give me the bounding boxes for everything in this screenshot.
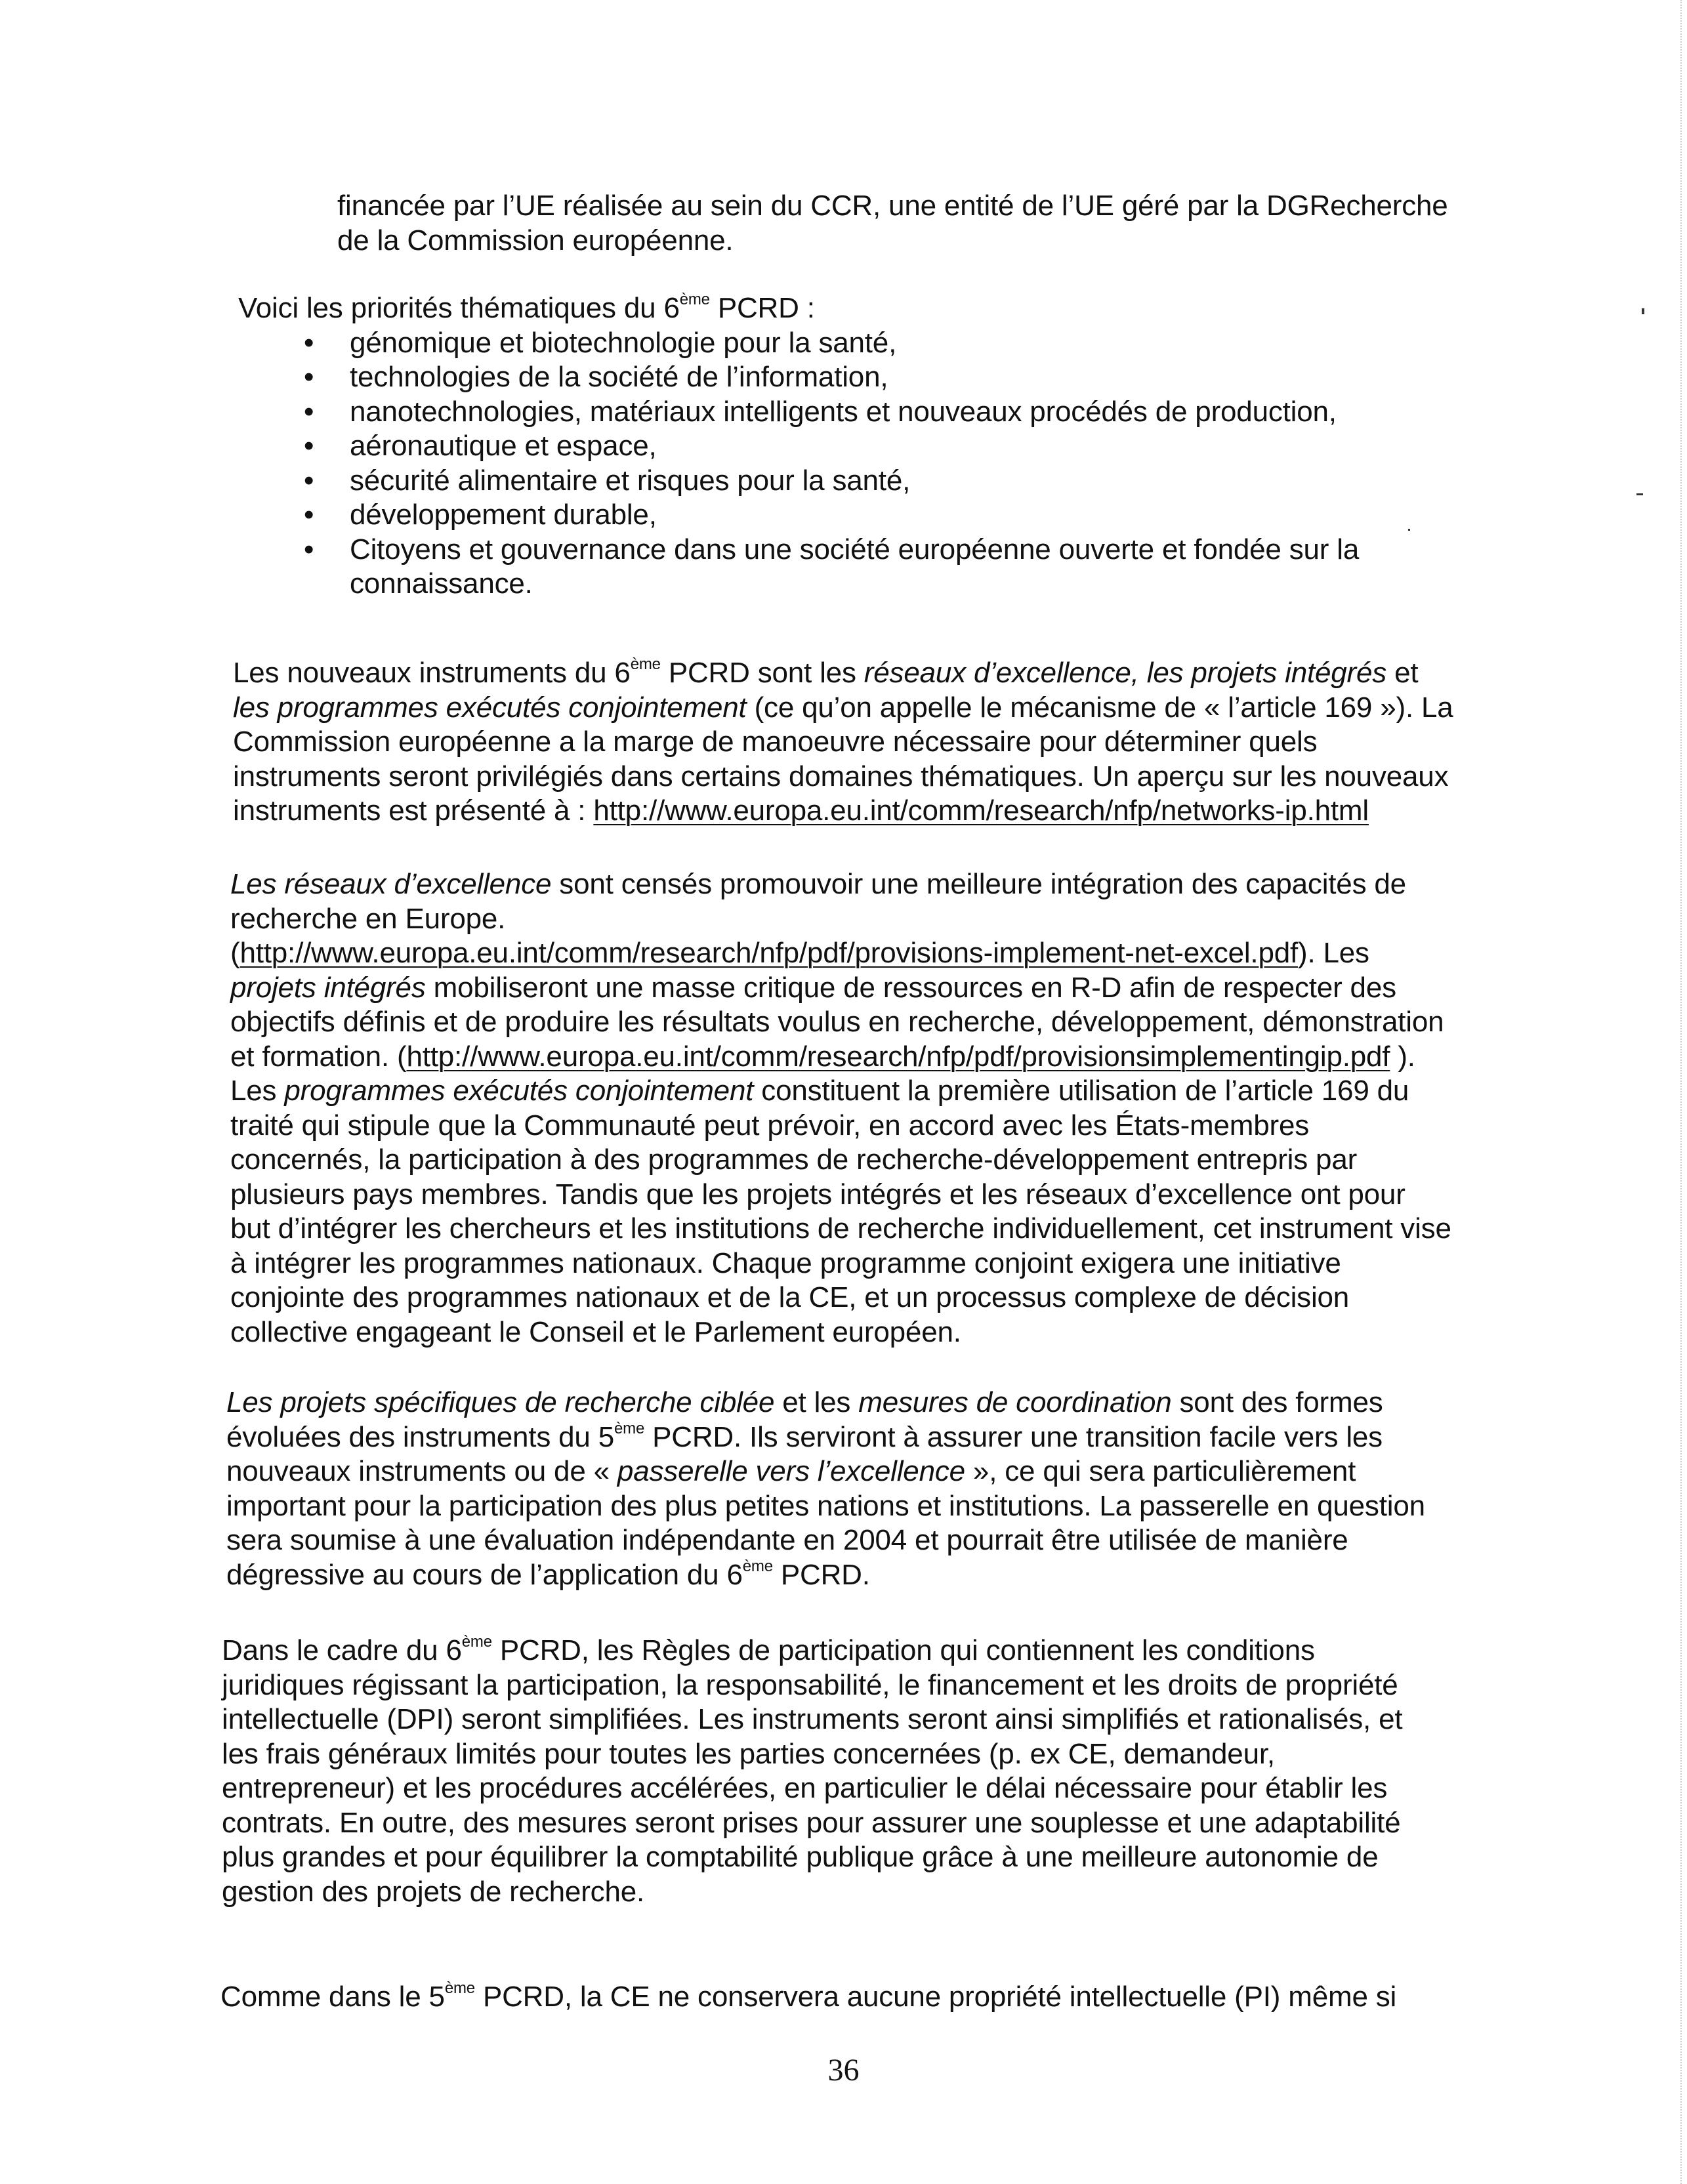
list-item: • génomique et biotechnologie pour la santé,: [238, 326, 1557, 361]
paragraph-intellectual-property: Comme dans le 5ème PCRD, la CE ne conservera aucune propriété intellectuelle (PI) même si: [220, 1979, 1397, 2013]
list-item: • Citoyens et gouvernance dans une société européenne ouverte et fondée sur la connaissance.: [304, 533, 1360, 600]
bullet-icon: •: [304, 430, 314, 462]
networks-ip-link[interactable]: http://www.europa.eu.int/comm/research/nfp/networks-ip.html: [593, 794, 1369, 827]
list-item: • aéronautique et espace,: [238, 429, 1557, 464]
bullet-icon: •: [304, 361, 314, 393]
list-item: • sécurité alimentaire et risques pour la santé,: [238, 464, 1557, 499]
priorities-intro: Voici les priorités thématiques du 6ème PCRD :: [238, 291, 815, 324]
list-item: • nanotechnologies, matériaux intelligents et nouveaux procédés de production,: [238, 395, 1557, 430]
page-number: 36: [827, 2053, 860, 2088]
bullet-icon: •: [304, 499, 314, 531]
bullet-icon: •: [304, 395, 314, 428]
scan-edge-marks: [1680, 0, 1687, 2184]
scan-speck: [1642, 308, 1644, 314]
priorities-list: [238, 326, 1557, 602]
paragraph-specific-projects: Les projets spécifiques de recherche ciblée et les mesures de coordination sont des formes évoluées des instruments du 5ème PCRD. Ils serviront à assurer une transition facile vers les nouveaux instruments ou de « passerelle vers l’excellence », ce qui sera particulièrement important pour la participation des plus petites nations et institutions. La passerelle en question sera soumise à une évaluation indépendante en 2004 et pourrait être utilisée de manière dégressive au cours de l’application du 6ème PCRD.: [226, 1386, 1425, 1591]
paragraph-new-instruments: Les nouveaux instruments du 6ème PCRD sont les réseaux d’excellence, les projets intégrés et les programmes exécutés conjointement (ce qu’on appelle le mécanisme de « l’article 169 »). La Commission européenne a la marge de manoeuvre nécessaire pour déterminer quels instruments seront privilégiés dans certains domaines thématiques. Un aperçu sur les nouveaux instruments est présenté à : http://www.europa.eu.int/comm/research/nfp/networks-ip.html: [233, 655, 1453, 827]
bullet-icon: •: [304, 326, 314, 359]
priorities-section: [238, 291, 1557, 602]
list-item: • technologies de la société de l’information,: [238, 360, 1557, 395]
paragraph-participation-rules: Dans le cadre du 6ème PCRD, les Règles de participation qui contiennent les conditions juridiques régissant la participation, la responsabilité, le financement et les droits de propriété intellectuelle (DPI) seront simplifiées. Les instruments seront ainsi simplifiés et rationalisés, et les frais généraux limités pour toutes les parties concernées (p. ex CE, demandeur, entrepreneur) et les procédures accélérées, en particulier le délai nécessaire pour établir les contrats. En outre, des mesures seront prises pour assurer une souplesse et une adaptabilité plus grandes et pour équilibrer la comptabilité publique grâce à une meilleure autonomie de gestion des projets de recherche.: [222, 1633, 1403, 1908]
bullet-icon: •: [304, 533, 314, 566]
list-item: • développement durable,: [238, 498, 1557, 533]
provisions-net-excel-link[interactable]: http://www.europa.eu.int/comm/research/nfp/pdf/provisions-implement-net-excel.pdf: [240, 937, 1299, 969]
text-line: de la Commission européenne.: [337, 224, 734, 257]
paragraph-networks-excellence: Les réseaux d’excellence sont censés promouvoir une meilleure intégration des capacités de recherche en Europe. (http://www.europa.eu.int/comm/research/nfp/pdf/provisions-implement-net-excel.pdf). Les projets intégrés mobiliseront une masse critique de ressources en R-D afin de respecter des objectifs définis et de produire les résultats voulus en recherche, développement, démonstration et formation. (http://www.europa.eu.int/comm/research/nfp/pdf/provisionsimplementingip.pdf ). Les programmes exécutés conjointement constituent la première utilisation de l’article 169 du traité qui stipule que la Communauté peut prévoir, en accord avec les États-membres concernés, la participation à des programmes de recherche-développement entrepris par plusieurs pays membres. Tandis que les projets intégrés et les réseaux d’excellence ont pour but d’intégrer les chercheurs et les institutions de recherche individuellement, cet instrument vise à intégrer les programmes nationaux. Chaque programme conjoint exigera une initiative conjointe des programmes nationaux et de la CE, et un processus complexe de décision collective engageant le Conseil et le Parlement européen.: [230, 868, 1451, 1348]
scan-speck: [1636, 493, 1643, 495]
bullet-icon: •: [304, 464, 314, 497]
paragraph-continuation: [337, 189, 1551, 258]
text-line: financée par l’UE réalisée au sein du CCR, une entité de l’UE géré par la DGRecherche: [337, 190, 1448, 222]
provisions-ip-link[interactable]: http://www.europa.eu.int/comm/research/nfp/pdf/provisionsimplementingip.pdf: [406, 1040, 1390, 1073]
